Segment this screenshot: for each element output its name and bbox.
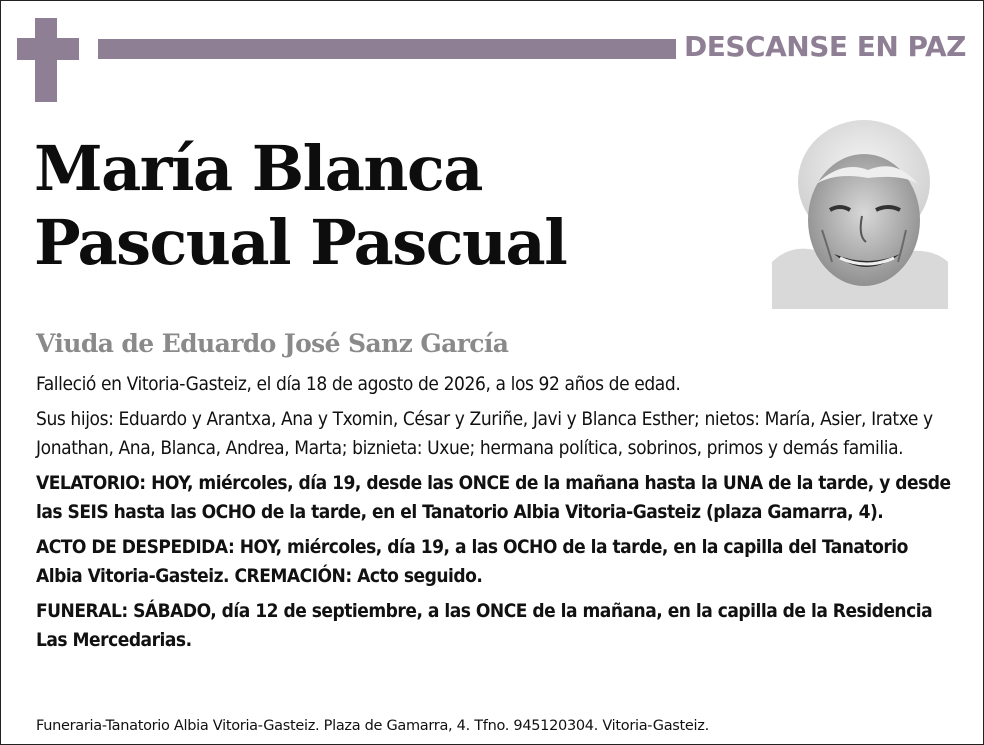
funeral-info: FUNERAL: SÁBADO, día 12 de septiembre, a las ONCE de la mañana, en la capilla de la Residencia Las Mercedarias.	[36, 600, 933, 651]
name-line-1: María Blanca	[34, 132, 482, 205]
portrait-photo-icon	[772, 112, 948, 309]
widow-of-subtitle: Viuda de Eduardo José Sanz García	[36, 329, 509, 358]
deceased-name	[34, 132, 754, 280]
header-rule	[98, 39, 676, 59]
death-notice: Falleció en Vitoria-Gasteiz, el día 18 de agosto de 2026, a los 92 años de edad.	[36, 373, 681, 395]
farewell-info: ACTO DE DESPEDIDA: HOY, miércoles, día 19, a las OCHO de la tarde, en la capilla del Tanatorio Albia Vitoria-Gasteiz. CREMACIÓN: Acto seguido.	[36, 536, 908, 587]
header-title: DESCANSE EN PAZ	[684, 30, 966, 63]
cross-icon-vertical	[35, 18, 57, 102]
family-list: Sus hijos: Eduardo y Arantxa, Ana y Txomin, César y Zuriñe, Javi y Blanca Esther; nietos: María, Asier, Iratxe y Jonathan, Ana, Blanca, Andrea, Marta; biznieta: Uxue; hermana política, sobrinos, primos y demás familia.	[36, 408, 933, 459]
obituary-body	[36, 370, 956, 661]
funeral-home-footer: Funeraria-Tanatorio Albia Vitoria-Gasteiz. Plaza de Gamarra, 4. Tfno. 945120304. Vitoria-Gasteiz.	[36, 718, 709, 734]
name-line-2: Pascual Pascual	[34, 206, 567, 279]
portrait-photo	[772, 112, 948, 309]
wake-info: VELATORIO: HOY, miércoles, día 19, desde las ONCE de la mañana hasta la UNA de la tarde, y desde las SEIS hasta las OCHO de la tarde, en el Tanatorio Albia Vitoria-Gasteiz (plaza Gamarra, 4).	[36, 472, 951, 523]
cross-icon-horizontal	[17, 38, 79, 60]
